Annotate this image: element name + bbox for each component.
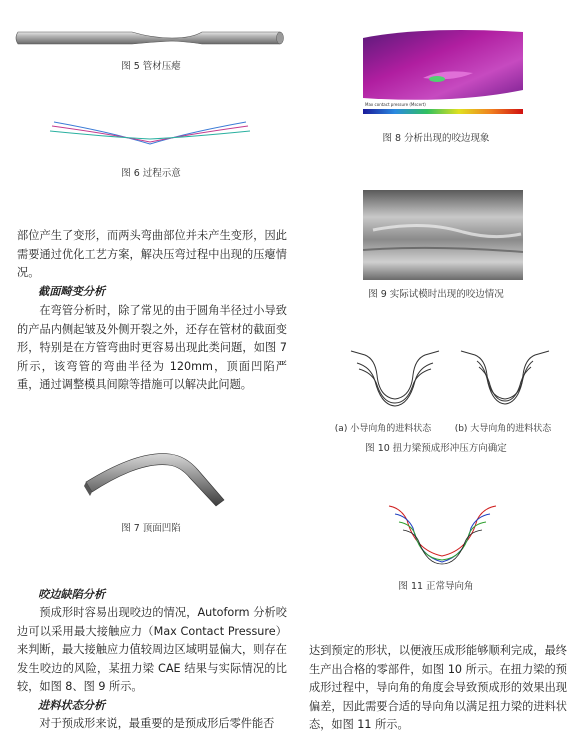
- figure-10b-image: [455, 345, 555, 415]
- figure-11-image: [385, 500, 500, 572]
- paragraph-bite-defect: 预成形时容易出现咬边的情况，Autoform 分析咬边可以采用最大接触应力（Max Contact Pressure）来判断，最大接触应力值较周边区域明显偏大，则存在发生咬边的风险，某扭力梁 CAE 结果与实际情况的比较，如图 8、图 9 所示。: [17, 606, 287, 694]
- paragraph-section-distortion: 在弯管分析时，除了常见的由于圆角半径过小导致的产品内侧起皱及外侧开裂之外，还存在管材的截面变形，特别是在方管弯曲时更容易出现此类问题，如图 7 所示，该弯管的弯曲半径为 120mm，顶面凹陷严重，通过调整模具间隙等措施可以解决此问题。: [17, 304, 287, 392]
- heading-feed-state: 进料状态分析: [38, 699, 106, 712]
- figure-10a-subcaption: (a) 小导向角的进料状态: [334, 424, 432, 434]
- paragraph-right: 达到预定的形状，以便液压成形能够顺利完成，最终生产出合格的零部件，如图 10 所示。在扭力梁的预成形过程中，导向角的角度会导致预成形的效果出现偏差，因此需要合适的导向角以满足扭力梁的进料状态，如图 11 所示。: [309, 644, 567, 732]
- figure-10-caption: 图 10 扭力梁预成形冲压方向确定: [365, 443, 507, 454]
- figure-6-caption: 图 6 过程示意: [121, 168, 181, 179]
- figure-8-caption: 图 8 分析出现的咬边现象: [382, 133, 490, 144]
- heading-bite-defect: 咬边缺陷分析: [38, 588, 106, 601]
- figure-7-caption: 图 7 顶面凹陷: [121, 523, 181, 534]
- figure-6-image: [40, 112, 260, 152]
- figure-10b-subcaption: (b) 大导向角的进料状态: [454, 424, 552, 434]
- figure-9-image: [363, 190, 523, 280]
- heading-section-distortion: 截面畸变分析: [38, 285, 106, 298]
- figure-8-image: [363, 18, 523, 123]
- figure-5-image: [12, 18, 290, 58]
- figure-10a-image: [345, 345, 445, 415]
- figure-11-caption: 图 11 正常导向角: [398, 581, 474, 592]
- figure-5-caption: 图 5 管材压瘪: [121, 61, 181, 72]
- paragraph-feed-state: 对于预成形来说，最重要的是预成形后零件能否: [39, 717, 275, 730]
- figure-9-caption: 图 9 实际试模时出现的咬边情况: [368, 289, 504, 300]
- figure-7-image: [78, 440, 238, 510]
- figure-8-label: Max contact pressure (Mscert): [365, 102, 426, 107]
- paragraph-top: 部位产生了变形，而两头弯曲部位并未产生变形，因此需要通过优化工艺方案，解决压弯过程中出现的压瘪情况。: [17, 229, 287, 280]
